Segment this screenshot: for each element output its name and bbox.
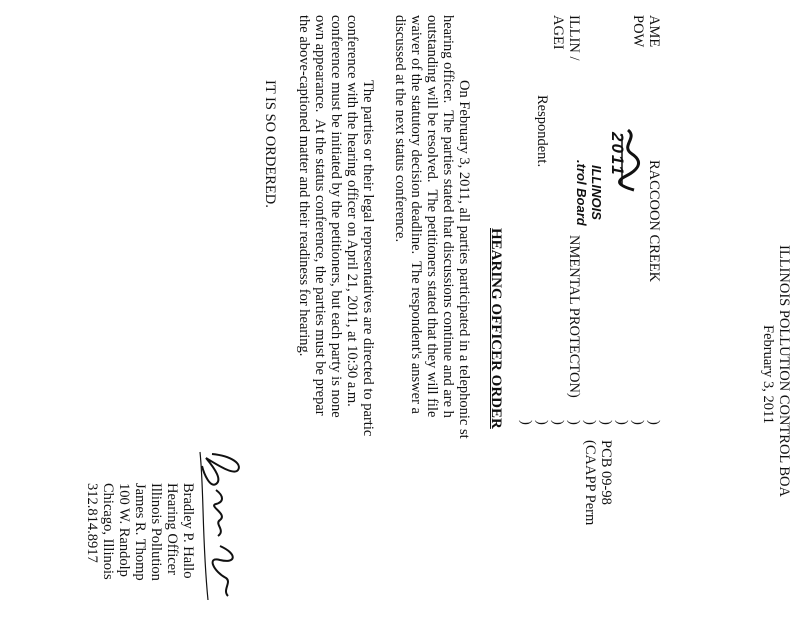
- signature-block-line: Hearing Officer: [164, 483, 180, 575]
- caption-line-ame: AME: [646, 15, 662, 48]
- paragraph1-line: discussed at the next status conference.: [392, 15, 408, 243]
- case-type: (CAAPP Perm: [582, 440, 598, 526]
- order-title: HEARING OFFICER ORDER: [488, 228, 504, 429]
- caption-paren: ): [518, 420, 534, 425]
- stamp-board: .trol Board: [574, 160, 589, 226]
- caption-paren: ): [630, 420, 646, 425]
- order-date: February 3, 2011: [760, 325, 776, 424]
- caption-paren: ): [646, 420, 662, 425]
- paragraph1-line: On February 3, 2011, all parties participated in a telephonic st: [456, 80, 472, 439]
- caption-line-pow: POW: [630, 15, 646, 48]
- paragraph2-line: conference must be initiated by the petitioners, but each party is none: [328, 15, 344, 418]
- signature-block-line: Bradley P. Hallo: [180, 483, 196, 579]
- caption-paren: ): [566, 420, 582, 425]
- caption-line-illin: ILLIN /: [566, 15, 582, 61]
- stamp-handwritten-mark: 2011: [608, 132, 627, 177]
- petitioner-fragment: RACCOON CREEK: [646, 160, 662, 283]
- caption-paren: ): [550, 420, 566, 425]
- caption-paren: ): [582, 420, 598, 425]
- closing-statement: IT IS SO ORDERED.: [262, 80, 278, 208]
- caption-paren: ): [614, 420, 630, 425]
- paragraph2-line: own appearance. At the status conference, the parties must be prepar: [312, 15, 328, 416]
- signature-block-line: James R. Thomp: [132, 483, 148, 581]
- case-number: PCB 09-98: [598, 440, 614, 505]
- paragraph1-line: waiver of the statutory decision deadline. The respondent's answer a: [408, 15, 424, 414]
- signature-block-line: Illinois Pollution: [148, 483, 164, 581]
- paragraph2-line: conference with the hearing officer on April 21, 2011, at 10:30 a.m.: [344, 15, 360, 407]
- caption-line-agei: AGEI: [550, 15, 566, 50]
- stamp-scribble-icon: [616, 128, 642, 192]
- caption-paren: ): [598, 420, 614, 425]
- caption-paren: ): [534, 420, 550, 425]
- paragraph2-line: The parties or their legal representatives are directed to partic: [360, 80, 376, 437]
- paragraph1-line: outstanding will be resolved. The petitioners stated that they will file: [424, 15, 440, 418]
- respondent-fragment: NMENTAL PROTECTON): [566, 235, 582, 398]
- handwritten-signature-icon: [194, 450, 246, 610]
- signature-block-line: Chicago, Illinois: [100, 483, 116, 580]
- respondent-label: Respondent.: [534, 95, 550, 168]
- signature-block-line: 100 W. Randolp: [116, 483, 132, 577]
- paragraph1-line: hearing officer. The parties stated that discussions continue and are h: [440, 15, 456, 418]
- paragraph2-line: the above-captioned matter and their readiness for hearing.: [296, 15, 312, 357]
- board-name: ILLINOIS POLLUTION CONTROL BOA: [776, 245, 792, 497]
- signature-block-line: 312.814.8917: [84, 483, 100, 563]
- stamp-illinois: ILLINOIS: [589, 165, 604, 220]
